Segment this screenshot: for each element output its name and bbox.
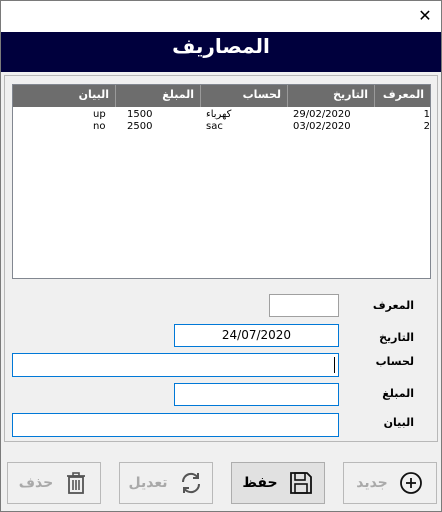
date-label: التاريخ <box>379 331 414 344</box>
cell-amount: 1500 <box>127 109 153 120</box>
statement-field[interactable] <box>12 413 339 437</box>
column-header-account[interactable]: لحساب <box>200 85 287 107</box>
refresh-icon <box>178 470 204 496</box>
new-label: جديد <box>356 475 388 491</box>
cell-date: 03/02/2020 <box>293 121 351 132</box>
header-banner <box>1 32 441 72</box>
table-row[interactable] <box>13 121 430 133</box>
id-label: المعرف <box>372 299 414 312</box>
id-field[interactable] <box>269 294 339 317</box>
new-button[interactable] <box>343 462 437 504</box>
floppy-disk-icon <box>288 470 314 496</box>
text-caret <box>334 357 335 373</box>
title-bar <box>1 1 441 32</box>
plus-circle-icon <box>398 470 424 496</box>
column-header-date[interactable]: التاريخ <box>287 85 374 107</box>
delete-button[interactable] <box>7 462 101 504</box>
column-header-amount[interactable]: المبلغ <box>115 85 200 107</box>
save-button[interactable] <box>231 462 325 504</box>
cell-account: كهرباء <box>206 109 232 120</box>
cell-id: 1 <box>423 109 430 120</box>
expenses-table[interactable] <box>12 84 431 279</box>
table-row[interactable] <box>13 109 430 121</box>
account-label: لحساب <box>375 355 414 368</box>
cell-account: sac <box>206 121 223 132</box>
close-icon[interactable]: ✕ <box>418 6 432 25</box>
save-label: حفظ <box>242 475 278 491</box>
amount-field[interactable] <box>174 383 339 406</box>
table-body <box>13 109 430 133</box>
cell-date: 29/02/2020 <box>293 109 351 120</box>
amount-label: المبلغ <box>382 387 414 400</box>
column-header-statement[interactable]: البيان <box>78 88 109 101</box>
delete-label: حذف <box>18 475 54 491</box>
main-panel <box>4 75 438 442</box>
page-title: المصاريف <box>172 34 270 58</box>
date-field[interactable]: 24/07/2020 <box>174 324 339 347</box>
edit-button[interactable] <box>119 462 213 504</box>
cell-amount: 2500 <box>127 121 153 132</box>
cell-statement: up <box>93 109 106 120</box>
statement-label: البيان <box>383 416 414 429</box>
cell-id: 2 <box>423 121 430 132</box>
cell-statement: no <box>93 121 106 132</box>
edit-label: تعديل <box>128 475 168 491</box>
table-header <box>13 85 430 107</box>
account-field[interactable] <box>12 353 339 377</box>
trash-icon <box>63 470 89 496</box>
column-header-id[interactable]: المعرف <box>374 85 430 107</box>
